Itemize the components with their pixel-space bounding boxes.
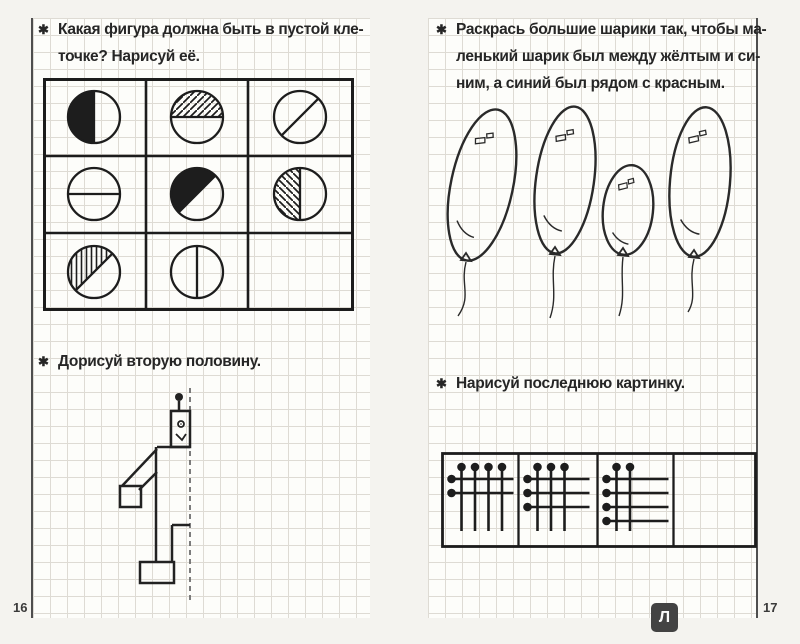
task-mirror-instruction (38, 348, 261, 375)
balloon-3-small (598, 163, 657, 316)
task-bullet-icon: ✱ (38, 22, 49, 37)
balloons-figure (430, 100, 756, 320)
task-bullet-icon: ✱ (436, 376, 447, 391)
balloon-knot (689, 250, 699, 258)
task-bullet-icon: ✱ (38, 354, 49, 369)
balloon-knot (550, 247, 560, 255)
pattern-puzzle-figure (441, 452, 757, 548)
matrix-cell-r3c2 (171, 246, 223, 298)
task-line: Дорисуй вторую половину. (58, 353, 261, 370)
task-balloons-instruction (436, 16, 766, 97)
balloon-2-big (526, 103, 604, 318)
robot-foot (140, 562, 174, 583)
robot-arm (122, 449, 157, 486)
antenna-ball (175, 393, 183, 401)
task-line: точке? Нарисуй её. (58, 48, 200, 65)
robot-hand (120, 486, 141, 507)
robot-mouth (176, 434, 186, 440)
balloon-string (550, 256, 555, 318)
task-line: Нарисуй последнюю картинку. (456, 375, 685, 392)
balloon-string (688, 259, 694, 312)
balloon-knot (618, 248, 628, 256)
task-line: Раскрась большие шарики так, чтобы ма- (456, 21, 767, 38)
labirint-logo-letter: Л (658, 608, 671, 626)
task-matrix-instruction (38, 16, 363, 70)
balloon-string (619, 257, 623, 316)
balloon-4-big (664, 105, 737, 312)
labirint-logo[interactable] (651, 603, 678, 632)
balloon-1-big (436, 103, 529, 316)
matrix-cell-r1c2 (171, 91, 223, 143)
page-number-right: 17 (763, 600, 778, 615)
balloon-string (458, 262, 466, 316)
matrix-cell-r2c3 (274, 168, 326, 220)
task-pattern-instruction (436, 370, 685, 397)
matrix-cell-r1c3 (274, 91, 326, 143)
pattern-lines-group (447, 463, 668, 531)
matrix-cell-r1c1 (68, 91, 120, 143)
page-number-left: 16 (13, 600, 28, 615)
matrix-cell-r3c1 (68, 246, 120, 298)
balloon-knot (461, 253, 471, 261)
task-line: Какая фигура должна быть в пустой кле- (58, 21, 364, 38)
task-line: ним, а синий был рядом с красным. (456, 75, 725, 92)
robot-half-figure (85, 383, 205, 608)
matrix-puzzle-figure (43, 78, 354, 311)
task-bullet-icon: ✱ (436, 22, 447, 37)
robot-outline (120, 393, 190, 583)
matrix-cell-r2c1 (68, 168, 120, 220)
task-line: ленький шарик был между жёлтым и си- (456, 48, 761, 65)
matrix-cell-r2c2 (171, 168, 223, 220)
